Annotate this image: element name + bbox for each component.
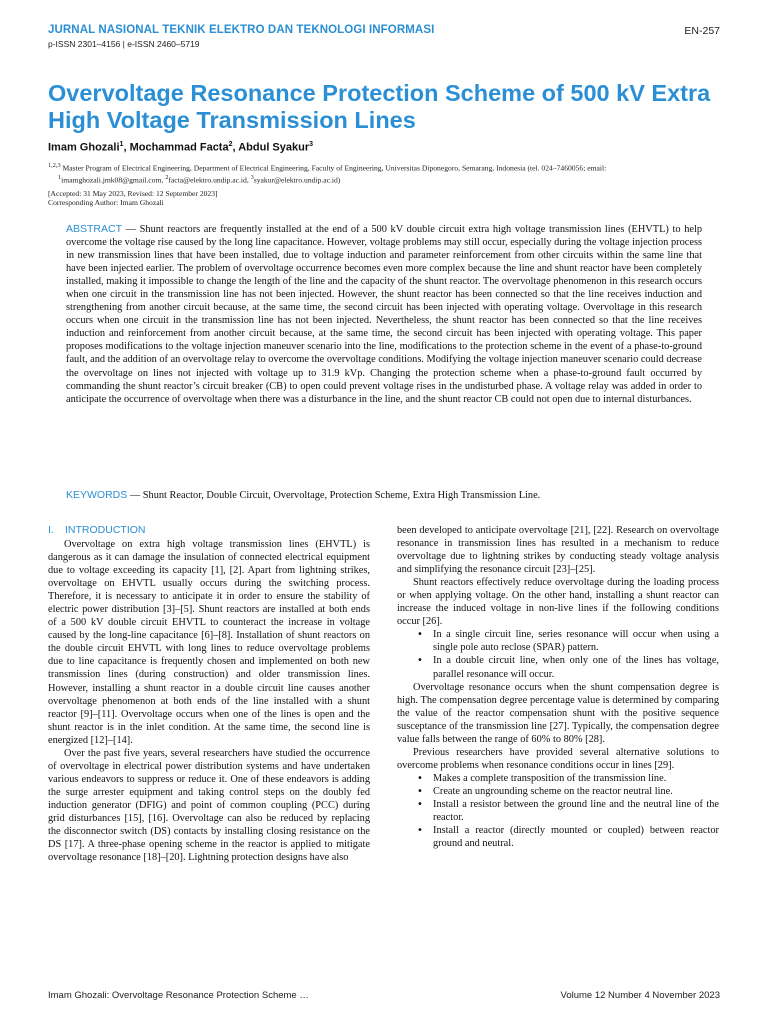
email-mark: 1 — [58, 173, 62, 181]
body-paragraph: been developed to anticipate overvoltage [21], [22]. Research on overvoltage resonance in transmission lines has resulted in a mechanism to reduce overvoltage due to lightning strikes by conducting steady voltage analysis and simplifying the resonance circuit [23]–[25]. — [397, 525, 719, 576]
body-paragraph: Overvoltage on extra high voltage transmission lines (EHVTL) is dangerous as it can damage the insulation of connected electrical equipment due to voltage exceeding its capacity [1], [2]. Apart from lightning strikes, overvoltage on EHVTL usually occurs during the switching process. Therefore, it is necessary to anticipate it in order to ensure the stability of electric power distribution [3]–[5]. Shunt reactors are installed at both ends of a 500 kV double circuit EHVTL to counteract the increase in voltage caused by the long-line capacitance [6]–[8]. Installation of shunt reactors on the double circuit EHVTL with long lines to reduce overvoltage problems due to line capacitance is frequently chosen and implemented on both new transmission lines (during construction) and older transmission lines. However, installing a shunt reactor in a double circuit line causes another overvoltage phenomenon at both ends of the line installed with a shunt reactor [9]–[11]. Overvoltage occurs when one of the lines is open and the shunt reactor is in the inlet condition. At the same time, the second line is energized [12]–[14]. — [48, 539, 370, 746]
author-name: Abdul Syakur — [238, 141, 310, 154]
abstract — [66, 223, 702, 406]
page-header — [48, 24, 720, 52]
page-number: EN-257 — [684, 25, 720, 37]
submission-dates — [48, 189, 218, 208]
bullet-item: • Install a reactor (directly mounted or coupled) between reactor ground and neutral. — [397, 824, 719, 850]
footer-volume: Volume 12 Number 4 November 2023 — [560, 990, 720, 1001]
section-heading — [48, 524, 370, 537]
bullet-item: • In a double circuit line, when only one of the lines has voltage, parallel resonance will occur. — [397, 654, 719, 680]
author-list: Imam Ghozali$^1$, Mochammad Facta$^2$, Abdul Syakur$^3$ — [48, 141, 314, 154]
body-paragraph: Previous researchers have provided several alternative solutions to overcome problems when resonance conditions occur in lines [29]. — [397, 746, 719, 771]
author-affiliation-mark: 2 — [228, 141, 233, 148]
author-affiliation-mark: 3 — [309, 141, 314, 148]
affiliation — [48, 161, 728, 185]
section-number: I. — [48, 524, 54, 536]
affiliation-text: Master Program of Electrical Engineering, Department of Electrical Engineering, Faculty of Engineering, Universitas Diponegoro, Semarang, Indonesia (tel. 024–7460056; email: — [60, 163, 607, 173]
email-1: imamghozali.jmk08@gmail.com, — [61, 175, 166, 185]
bullet-item: • Makes a complete transposition of the transmission line. — [397, 772, 719, 785]
bullet-item: • In a single circuit line, series resonance will occur when using a single pole auto reclose (SPAR) pattern. — [397, 628, 719, 654]
keywords-label: KEYWORDS — [66, 489, 128, 501]
body-paragraph: Over the past five years, several researchers have studied the occurrence of overvoltage in electrical power distribution systems and have undertaken various endeavors to suppress or reduce it. One of these endeavors is adding the surge arrester equipment and taking control steps on the doubly fed induction generator (DFIG) and point of common coupling (PCC) during grid disturbances [15], [16]. Overvoltage can also be reduced by replacing the disconnector switch (DS) contacts by installing closing resistance on the DS [17]. A three-phase opening scheme in the reactor is applied to mitigate overvoltage resonance [18]–[20]. Lightning protection designs have also — [48, 747, 370, 864]
corresponding-author: Corresponding Author: Imam Ghozali — [48, 198, 164, 208]
bullet-item: • Create an ungrounding scheme on the reactor neutral line. — [397, 785, 719, 798]
bullet-list — [397, 772, 719, 850]
email-mark: 2 — [165, 173, 169, 181]
section-title: INTRODUCTION — [65, 524, 146, 536]
author-name: Imam Ghozali — [48, 141, 120, 154]
bullet-list — [397, 628, 719, 680]
keywords-text: — Shunt Reactor, Double Circuit, Overvoltage, Protection Scheme, Extra High Transmission Line. — [127, 490, 541, 501]
paper-title: Overvoltage Resonance Protection Scheme of 500 kV Extra High Voltage Transmission Lines — [48, 80, 711, 133]
body-paragraph: Shunt reactors effectively reduce overvoltage during the loading process or when applying voltage. On the other hand, installing a shunt reactor can increase the induced voltage in non-live lines if the following conditions occur [26]. — [397, 577, 719, 628]
author-affiliation-mark: 1 — [119, 141, 124, 148]
journal-name: JURNAL NASIONAL TEKNIK ELEKTRO DAN TEKNOLOGI INFORMASI — [48, 24, 435, 36]
author-name: Mochammad Facta — [129, 141, 229, 154]
footer-running-title: Imam Ghozali: Overvoltage Resonance Protection Scheme … — [48, 990, 309, 1001]
right-column — [397, 524, 719, 850]
abstract-text: — Shunt reactors are frequently installed at the end of a 500 kV double circuit extra high voltage transmission lines (EHVTL) to help overcome the voltage rise caused by the long line capacitance. However, voltage problems may still occur, especially during the voltage injection process in new transmission lines that have been installed, due to voltage induction and parameter reinforcement from other circuits within the same line that have been injected earlier. The problem of overvoltage occurrence becomes even more complex because the line and shunt reactor have been completely installed, making it impossible to change the length of the line and the capacity of the shunt reactor. The overvoltage phenomenon in this research occurs when one circuit in the transmission line has not been injected. However, the shunt reactor has been connected so that the line receives induction and strengthening from another circuit because, at the same time, the second circuit has been injected with operating voltage. Overvoltage in this research occurs when one circuit in the transmission line has not been injected. Nevertheless, the shunt reactor has been connected so that the line receives induction and reinforcement from another circuit because, at the same time, the second circuit has been injected with operating voltage. This paper proposes modifications to the voltage injection maneuver scenario into the line, modifications to the protection scheme in the event of a phase-to-ground fault, and the addition of an overvoltage relay to overcome the overvoltage conditions. Modifying the voltage injection maneuver scenario could decrease the overvoltage on lines not injected with voltage up to 31.9 kVp. Changing the protection scheme when a phase-to-ground fault occurred by commanding the shunt reactor’s circuit breaker (CB) to open could prevent voltage rises in the undisturbed phase. A voltage relay was added in order to anticipate the occurrence of overvoltage when there was a disturbance in the line, and the shunt reactor CB could not open due to internal disturbances. — [66, 224, 702, 405]
accepted-date: [Accepted: 31 May 2023, Revised: 12 September 2023] — [48, 189, 218, 198]
email-3: syakur@elektro.undip.ac.id) — [253, 175, 341, 185]
email-mark: 3 — [250, 173, 254, 181]
keywords — [66, 489, 702, 502]
body-paragraph: Overvoltage resonance occurs when the shunt compensation degree is high. The compensation degree percentage value is determined by comparing the value of the reactor compensation shunt with the positive sequence susceptance of the transmission line [27]. Typically, the compensation degree value falls between the range of 60% to 80% [28]. — [397, 681, 719, 745]
issn: p-ISSN 2301–4156 | e-ISSN 2460–5719 — [48, 39, 200, 49]
left-column — [48, 524, 370, 864]
bullet-item: • Install a resistor between the ground line and the neutral line of the reactor. — [397, 798, 719, 824]
affiliation-mark: 1,2,3 — [48, 162, 61, 169]
email-2: facta@elektro.undip.ac.id, — [168, 175, 251, 185]
abstract-label: ABSTRACT — [66, 223, 123, 235]
page-footer — [48, 990, 720, 1004]
